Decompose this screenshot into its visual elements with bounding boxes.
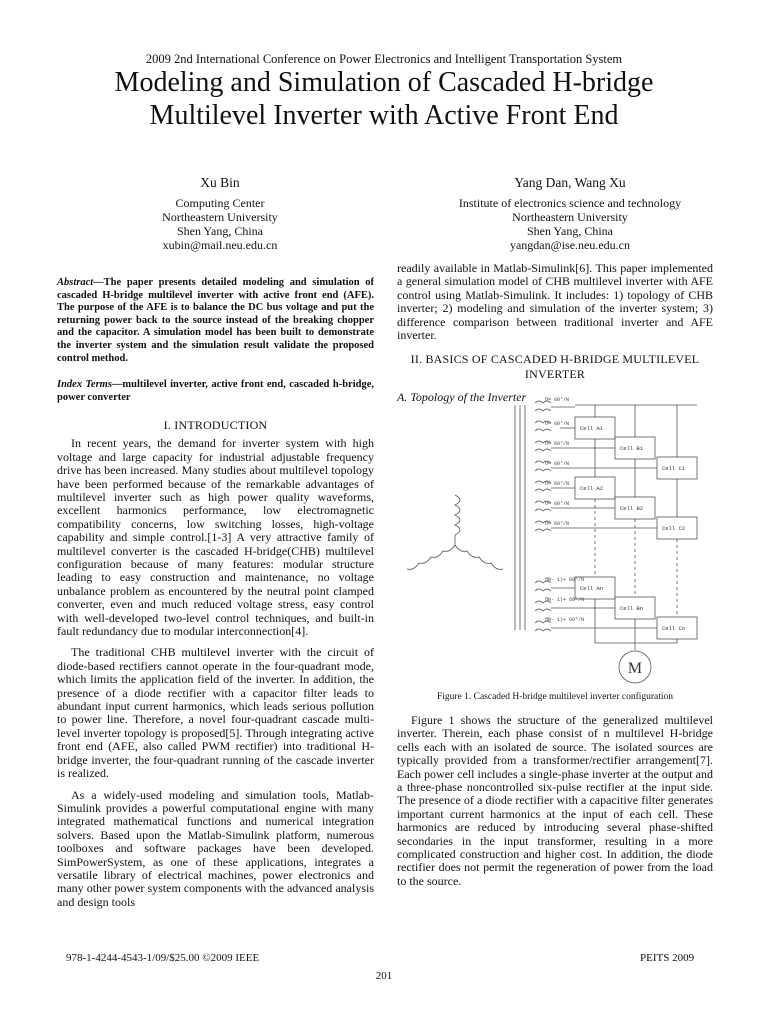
- phase-shift-label: θ= 60°/N: [545, 461, 570, 467]
- author-block-1: [110, 176, 330, 252]
- conference-abbrev: PEITS 2009: [640, 952, 695, 964]
- figure-1-diagram: [395, 395, 715, 685]
- phase-shift-label: θN- 1)+ 60°/N: [545, 617, 585, 623]
- copyright-line: 978-1-4244-4543-1/09/$25.00 ©2009 IEEE: [66, 952, 260, 964]
- author-univ: Northeastern University: [512, 210, 628, 224]
- author-email: yangdan@ise.neu.edu.cn: [509, 238, 630, 252]
- cell-label: Cell B2: [620, 505, 644, 512]
- phase-shift-label: θ= 60°/N: [545, 397, 570, 403]
- author-univ: Northeastern University: [162, 210, 278, 224]
- paragraph: In recent years, the demand for inverter system with high voltage and large capacity for industrial adjustable frequency drive has been increased. Many studies about multilevel topology have been performed because of the remarkable advantages of multilevel inverter such as high power quality waveforms, excellent harmonics performance, low electromagnetic compatibility concerns, low switching losses, high-voltage capability and simple control.[1-3] A very attractive family of multilevel converter is the cascaded H-bridge(CHB) multilevel configuration because of many features: modular structure leading to easy construction and maintenance, no voltage unbalance problem as encountered by the neutral point clamped converter, even and much reduced voltage stress, easy control with well-developed two-level control techniques, and built-in fault redundancy due to modular interconnection[4].: [57, 436, 374, 639]
- right-column-continued: [397, 714, 713, 888]
- paragraph: The traditional CHB multilevel inverter with the circuit of diode-based rectifiers cannot operate in the four-quadrant mode, which limits the application field of the inverter. In addition, the presence of a diode rectifier with a capacitor filter leads to abundant input current harmonics, which leads serious pollution to power line. Therefore, a novel four-quadrant cascade multi-level inverter topology is proposed[5]. Through integrating active front end (AFE, also called PWM rectifier) into traditional H-bridge inverter, the four-quadrant running of the cascade inverter is realized.: [57, 645, 374, 781]
- phase-shift-label: θ= 60°/N: [545, 481, 570, 487]
- section-heading: [397, 352, 713, 382]
- cell-label: Cell C1: [662, 465, 686, 472]
- author-email: xubin@mail.neu.edu.cn: [162, 238, 278, 252]
- author-name: Yang Dan, Wang Xu: [514, 175, 626, 190]
- cell-label: Cell Bn: [620, 605, 644, 612]
- section-heading-line: INVERTER: [524, 367, 586, 382]
- cell-label: Cell B1: [620, 445, 644, 452]
- author-block-2: [400, 176, 740, 252]
- index-terms: [57, 379, 374, 404]
- subsection-heading: A. Topology of the Inverter: [397, 390, 527, 405]
- right-column: [397, 262, 713, 405]
- abstract: [57, 277, 374, 365]
- phase-shift-label: θ= 60°/N: [545, 501, 570, 507]
- cell-label: Cell Cn: [662, 625, 686, 632]
- cell-label: Cell A1: [580, 425, 604, 432]
- phase-shift-label: θN- 1)+ 60°/N: [545, 597, 585, 603]
- cell-label: Cell C2: [662, 525, 686, 532]
- author-name: Xu Bin: [200, 175, 240, 190]
- paragraph: As a widely-used modeling and simulation tools, Matlab-Simulink provides a powerful computational engine with many integrated mathematical functions and numerical integration solvers. Based upon the Matlab-Simulink platform, numerous toolboxes and software packages have been developed. SimPowerSystem, as one of these applications, integrates a versatile library of electrical machines, power electronics and many other power system components with the advanced analysis and design tools: [57, 787, 374, 909]
- phase-shift-label: θ= 60°/N: [545, 441, 570, 447]
- phase-shift-label: θ= 60°/N: [545, 421, 570, 427]
- title-line-1: Modeling and Simulation of Cascaded H-bridge: [114, 67, 654, 98]
- index-text: —multilevel inverter, active front end, cascaded h-bridge, power converter: [57, 379, 374, 403]
- page-number: 201: [375, 970, 393, 982]
- section-heading: I. INTRODUCTION: [163, 418, 268, 433]
- index-label: Index Terms: [57, 379, 112, 391]
- figure-caption: Figure 1. Cascaded H-bridge multilevel inverter configuration: [436, 692, 674, 702]
- motor-label: M: [627, 660, 643, 677]
- conference-name: 2009 2nd International Conference on Power Electronics and Intelligent Transportation System: [145, 52, 623, 66]
- paper-title: [0, 66, 768, 132]
- paragraph: Figure 1 shows the structure of the generalized multilevel inverter. Therein, each phase consist of n multilevel H-bridge cells each with an isolated de source. The isolated sources are typically provided from a transformer/rectifier arrangement[7]. Each power cell includes a single-phase inverter at the output and a three-phase noncontrolled six-pulse rectifier at the input side. The presence of a diode rectifier with a capacitive filter generates important current harmonics at the input of each cell. These harmonics are reduced by introducing several phase-shifted secondaries in the input transformer, resulting in a more complicated construction and higher cost. In addition, the diode rectifier does not permit the regeneration of power from the load to the source.: [397, 713, 713, 888]
- abstract-label: Abstract: [57, 277, 94, 288]
- author-dept: Computing Center: [175, 196, 265, 210]
- phase-shift-label: θN- 1)+ 60°/N: [545, 577, 585, 583]
- cell-label: Cell A2: [580, 485, 604, 492]
- introduction: [57, 437, 374, 909]
- phase-shift-label: θ= 60°/N: [545, 521, 570, 527]
- abstract-text: —The paper presents detailed modeling and simulation of cascaded H-bridge multilevel inverter with active front end (AFE). The purpose of the AFE is to balance the DC bus voltage and put the returning power back to the source instead of the breaking chopper and the capacitor. A simulation model has been built to demonstrate the inverter system and the simulation result validate the proposed control method.: [57, 277, 374, 364]
- author-city: Shen Yang, China: [176, 224, 263, 238]
- left-column: [57, 277, 374, 909]
- title-line-2: Multilevel Inverter with Active Front End: [149, 100, 619, 131]
- author-city: Shen Yang, China: [526, 224, 613, 238]
- author-dept: Institute of electronics science and technology: [458, 196, 682, 210]
- section-heading-line: II. BASICS OF CASCADED H-BRIDGE MULTILEVEL: [410, 352, 700, 367]
- cell-label: Cell An: [580, 585, 604, 592]
- paragraph: readily available in Matlab-Simulink[6]. This paper implemented a general simulation model of CHB multilevel inverter with AFE control using Matlab-Simulink. It includes: 1) topology of CHB inverter; 2) modeling and simulation of the inverter system; 3) difference comparison between traditional inverter and AFE inverter.: [397, 261, 713, 343]
